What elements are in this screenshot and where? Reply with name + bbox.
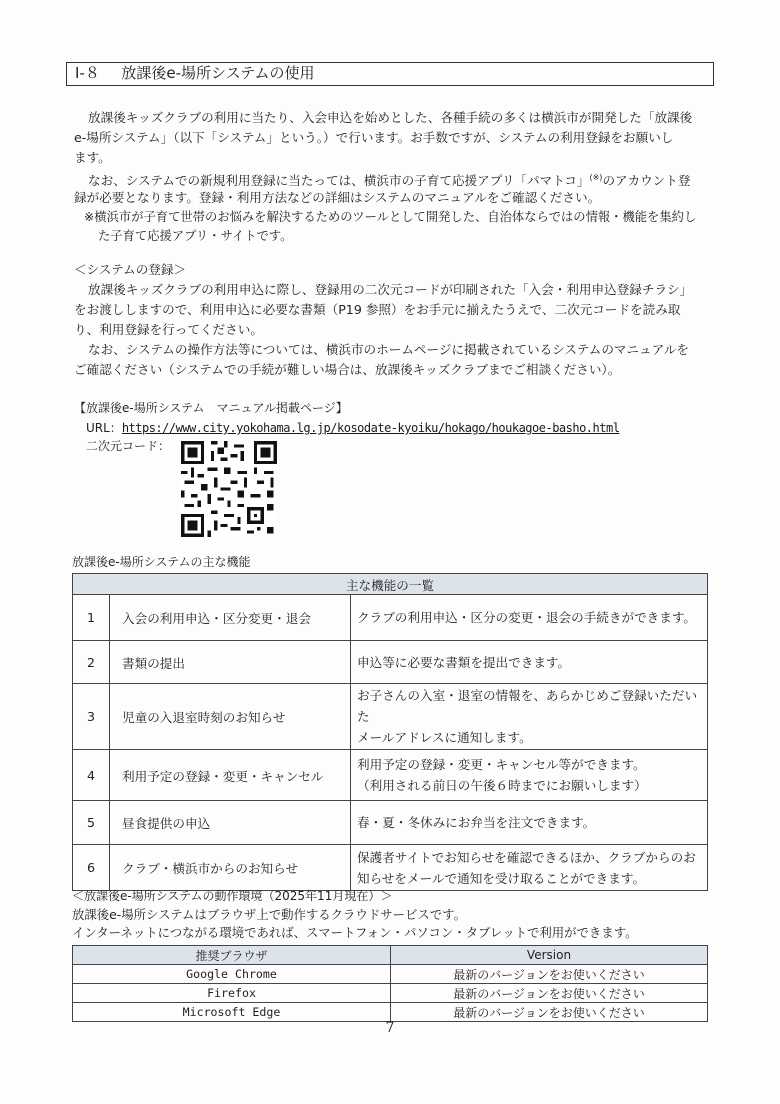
section-title-box	[66, 62, 714, 86]
note-line: た子育て応援アプリ・サイトです。	[98, 229, 293, 243]
page-number: 7	[385, 1020, 395, 1036]
note-line: ※横浜市が子育て世帯のお悩みを解決するためのツールとして開発した、自治体ならではの情報・機能を集約し	[84, 210, 697, 224]
feature-desc-line: 知らせをメールで通知を受け取ることができます。	[357, 870, 646, 886]
browser-name: Firefox	[73, 984, 391, 1003]
col-version-header: Version	[391, 946, 708, 965]
environment-line: インターネットにつながる環境であれば、スマートフォン・パソコン・タブレットで利用ができます。	[72, 925, 638, 940]
feature-desc-line: メールアドレスに通知します。	[357, 730, 532, 745]
feature-desc: クラブの利用申込・区分の変更・退会の手続きができます。	[351, 595, 708, 641]
intro-line: ます。	[74, 150, 111, 165]
feature-desc	[351, 845, 708, 891]
environment-line: 放課後e-場所システムはブラウザ上で動作するクラウドサービスです。	[72, 907, 466, 922]
browser-version: 最新のバージョンをお使いください	[391, 965, 708, 984]
manual-url-link[interactable]: https://www.city.yokohama.lg.jp/kosodate-kyoiku/hokago/houkagoe-basho.html	[121, 421, 620, 435]
registration-heading: ＜システムの登録＞	[74, 262, 187, 277]
row-number: 2	[73, 641, 110, 684]
browser-table	[72, 945, 708, 1022]
intro-text: のアカウント登	[602, 173, 691, 189]
table-row	[73, 595, 708, 641]
feature-desc	[351, 750, 708, 801]
browser-version: 最新のバージョンをお使いください	[391, 984, 708, 1003]
feature-desc-line: 利用予定の登録・変更・キャンセル等ができます。	[357, 757, 646, 772]
row-number: 1	[73, 595, 110, 641]
table-row	[73, 801, 708, 845]
feature-desc: 春・夏・冬休みにお弁当を注文できます。	[351, 801, 708, 845]
table-row	[73, 1003, 708, 1022]
features-table-header: 主な機能の一覧	[73, 574, 708, 595]
intro-line: 録が必要となります。登録・利用方法などの詳細はシステムのマニュアルをご確認ください。	[74, 190, 601, 205]
feature-name: クラブ・横浜市からのお知らせ	[110, 845, 351, 891]
section-number: Ⅰ-８	[75, 64, 100, 82]
registration-line: り、利用登録を行ってください。	[74, 322, 263, 337]
feature-desc-line: （利用される前日の午後６時までにお願いします）	[357, 778, 647, 793]
intro-text: なお、システムでの新規利用登録に当たっては、横浜市の子育て応援アプリ「パマトコ」	[88, 173, 590, 189]
table-row	[73, 984, 708, 1003]
qr-code-icon[interactable]	[181, 441, 277, 537]
feature-desc-line: お子さんの入室・退室の情報を、あらかじめご登録いただいた	[357, 688, 698, 724]
table-row	[73, 965, 708, 984]
intro-line: e-場所システム」（以下「システム」という。）で行います。お手数ですが、システムの利用登録をお願いし	[74, 130, 674, 145]
feature-desc	[351, 684, 708, 750]
features-table	[72, 573, 708, 891]
registration-line: 放課後キッズクラブの利用申込に際し、登録用の二次元コードが印刷された「入会・利用申込登録チラシ」	[88, 282, 693, 297]
feature-desc-line: 保護者サイトでお知らせを確認できるほか、クラブからのお	[357, 849, 696, 865]
table-row	[73, 684, 708, 750]
registration-line: をお渡ししますので、利用申込に必要な書類（P19 参照）をお手元に揃えたうえで、二次元コードを読み取	[74, 302, 681, 317]
manual-url-row	[86, 418, 619, 438]
row-number: 3	[73, 684, 110, 750]
feature-name: 昼食提供の申込	[110, 801, 351, 845]
registration-line: なお、システムの操作方法等については、横浜市のホームページに掲載されているシステムのマニュアルを	[88, 342, 689, 357]
row-number: 4	[73, 750, 110, 801]
qr-label: 二次元コード：	[86, 439, 171, 453]
feature-name: 入会の利用申込・区分変更・退会	[110, 595, 351, 641]
features-caption: 放課後e-場所システムの主な機能	[72, 555, 251, 569]
row-number: 5	[73, 801, 110, 845]
feature-desc: 申込等に必要な書類を提出できます。	[351, 641, 708, 684]
registration-line: ご確認ください（システムでの手続が難しい場合は、放課後キッズクラブまでご相談ください）。	[74, 362, 621, 377]
col-browser-header: 推奨ブラウザ	[73, 946, 391, 965]
url-label: URL：	[86, 421, 122, 435]
feature-name: 書類の提出	[110, 641, 351, 684]
browser-name: Google Chrome	[73, 965, 391, 984]
table-row	[73, 641, 708, 684]
row-number: 6	[73, 845, 110, 891]
table-row	[73, 845, 708, 891]
feature-name: 利用予定の登録・変更・キャンセル	[110, 750, 351, 801]
note-mark: (※)	[589, 173, 603, 182]
section-title: 放課後e-場所システムの使用	[121, 64, 315, 82]
intro-line: 放課後キッズクラブの利用に当たり、入会申込を始めとした、各種手続の多くは横浜市が開発した「放課後	[88, 110, 693, 125]
browser-version: 最新のバージョンをお使いください	[391, 1003, 708, 1022]
feature-name: 児童の入退室時刻のお知らせ	[110, 684, 351, 750]
manual-heading: 【放課後e-場所システム マニュアル掲載ページ】	[74, 401, 348, 415]
table-row	[73, 750, 708, 801]
browser-name: Microsoft Edge	[73, 1003, 391, 1022]
environment-heading: ＜放課後e-場所システムの動作環境（2025年11月現在）＞	[72, 889, 393, 903]
